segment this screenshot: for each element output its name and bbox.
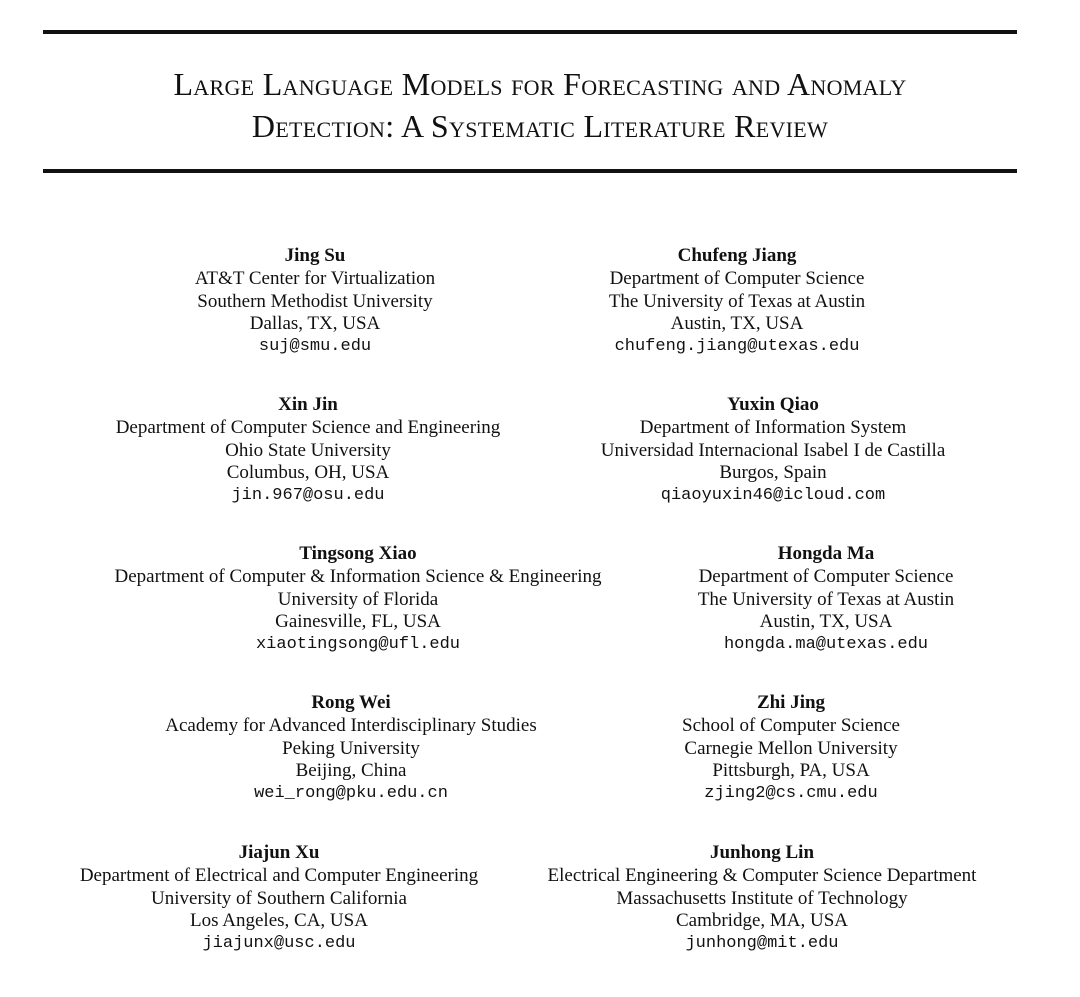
author-affiliation: The University of Texas at Austin [608,290,866,312]
author-affiliation: Department of Computer Science [698,565,954,587]
author-name: Yuxin Qiao [727,394,819,415]
author-block-zhi-jing [682,692,900,806]
bottom-rule [43,169,1017,173]
author-email: chufeng.jiang@utexas.edu [614,337,860,357]
author-name: Hongda Ma [777,543,875,564]
author-affiliation: Department of Information System [639,416,907,438]
author-block-junhong-lin [548,842,977,956]
author-block-hongda-ma [698,543,954,657]
author-email: zjing2@cs.cmu.edu [704,784,878,804]
author-affiliation: Universidad Internacional Isabel I de Castilla [600,439,946,461]
author-location: Burgos, Spain [719,462,827,484]
author-location: Pittsburgh, PA, USA [712,760,870,782]
author-affiliation: Electrical Engineering & Computer Science Department [547,864,977,886]
author-location: Los Angeles, CA, USA [190,910,368,932]
author-name: Jing Su [284,245,346,266]
author-block-rong-wei [165,692,536,806]
paper-title [20,63,1060,147]
top-rule [43,30,1017,34]
author-affiliation: Carnegie Mellon University [684,737,898,759]
author-email: jiajunx@usc.edu [202,934,356,954]
title-line-2: Detection: A Systematic Literature Review [251,108,829,144]
author-block-jing-su [195,245,435,359]
author-affiliation: Ohio State University [225,439,391,461]
author-block-chufeng-jiang [609,245,865,359]
author-name: Jiajun Xu [238,842,320,863]
author-affiliation: AT&T Center for Virtualization [194,267,436,289]
author-location: Gainesville, FL, USA [275,611,441,633]
author-name: Zhi Jing [756,692,826,713]
author-location: Austin, TX, USA [759,611,893,633]
author-name: Rong Wei [311,692,391,713]
author-affiliation: Academy for Advanced Interdisciplinary Studies [165,714,537,736]
author-affiliation: Southern Methodist University [197,290,433,312]
author-email: hongda.ma@utexas.edu [723,635,929,655]
author-block-yuxin-qiao [601,394,946,508]
title-line-1: Large Language Models for Forecasting and Anomaly [173,66,907,102]
author-email: wei_rong@pku.edu.cn [254,784,448,804]
author-block-tingsong-xiao [115,543,602,657]
author-block-jiajun-xu [80,842,478,956]
author-affiliation: Peking University [282,737,420,759]
author-affiliation: University of Southern California [151,887,407,909]
author-name: Tingsong Xiao [299,543,417,564]
author-name: Chufeng Jiang [677,245,797,266]
author-affiliation: University of Florida [277,588,439,610]
author-affiliation: Massachusetts Institute of Technology [616,887,908,909]
author-block-xin-jin [116,394,501,508]
author-location: Austin, TX, USA [670,313,804,335]
author-affiliation: Department of Computer Science and Engineering [115,416,501,438]
author-email: junhong@mit.edu [685,934,839,954]
author-email: xiaotingsong@ufl.edu [255,635,461,655]
author-location: Cambridge, MA, USA [675,910,849,932]
author-affiliation: Department of Electrical and Computer Engineering [79,864,479,886]
author-affiliation: School of Computer Science [682,714,900,736]
author-location: Dallas, TX, USA [249,313,381,335]
author-location: Columbus, OH, USA [226,462,390,484]
author-name: Junhong Lin [709,842,815,863]
author-email: qiaoyuxin46@icloud.com [660,486,886,506]
author-email: suj@smu.edu [258,337,372,357]
author-location: Beijing, China [295,760,407,782]
author-affiliation: The University of Texas at Austin [697,588,955,610]
author-name: Xin Jin [278,394,338,415]
author-email: jin.967@osu.edu [231,486,385,506]
author-affiliation: Department of Computer & Information Science & Engineering [114,565,602,587]
author-affiliation: Department of Computer Science [609,267,865,289]
